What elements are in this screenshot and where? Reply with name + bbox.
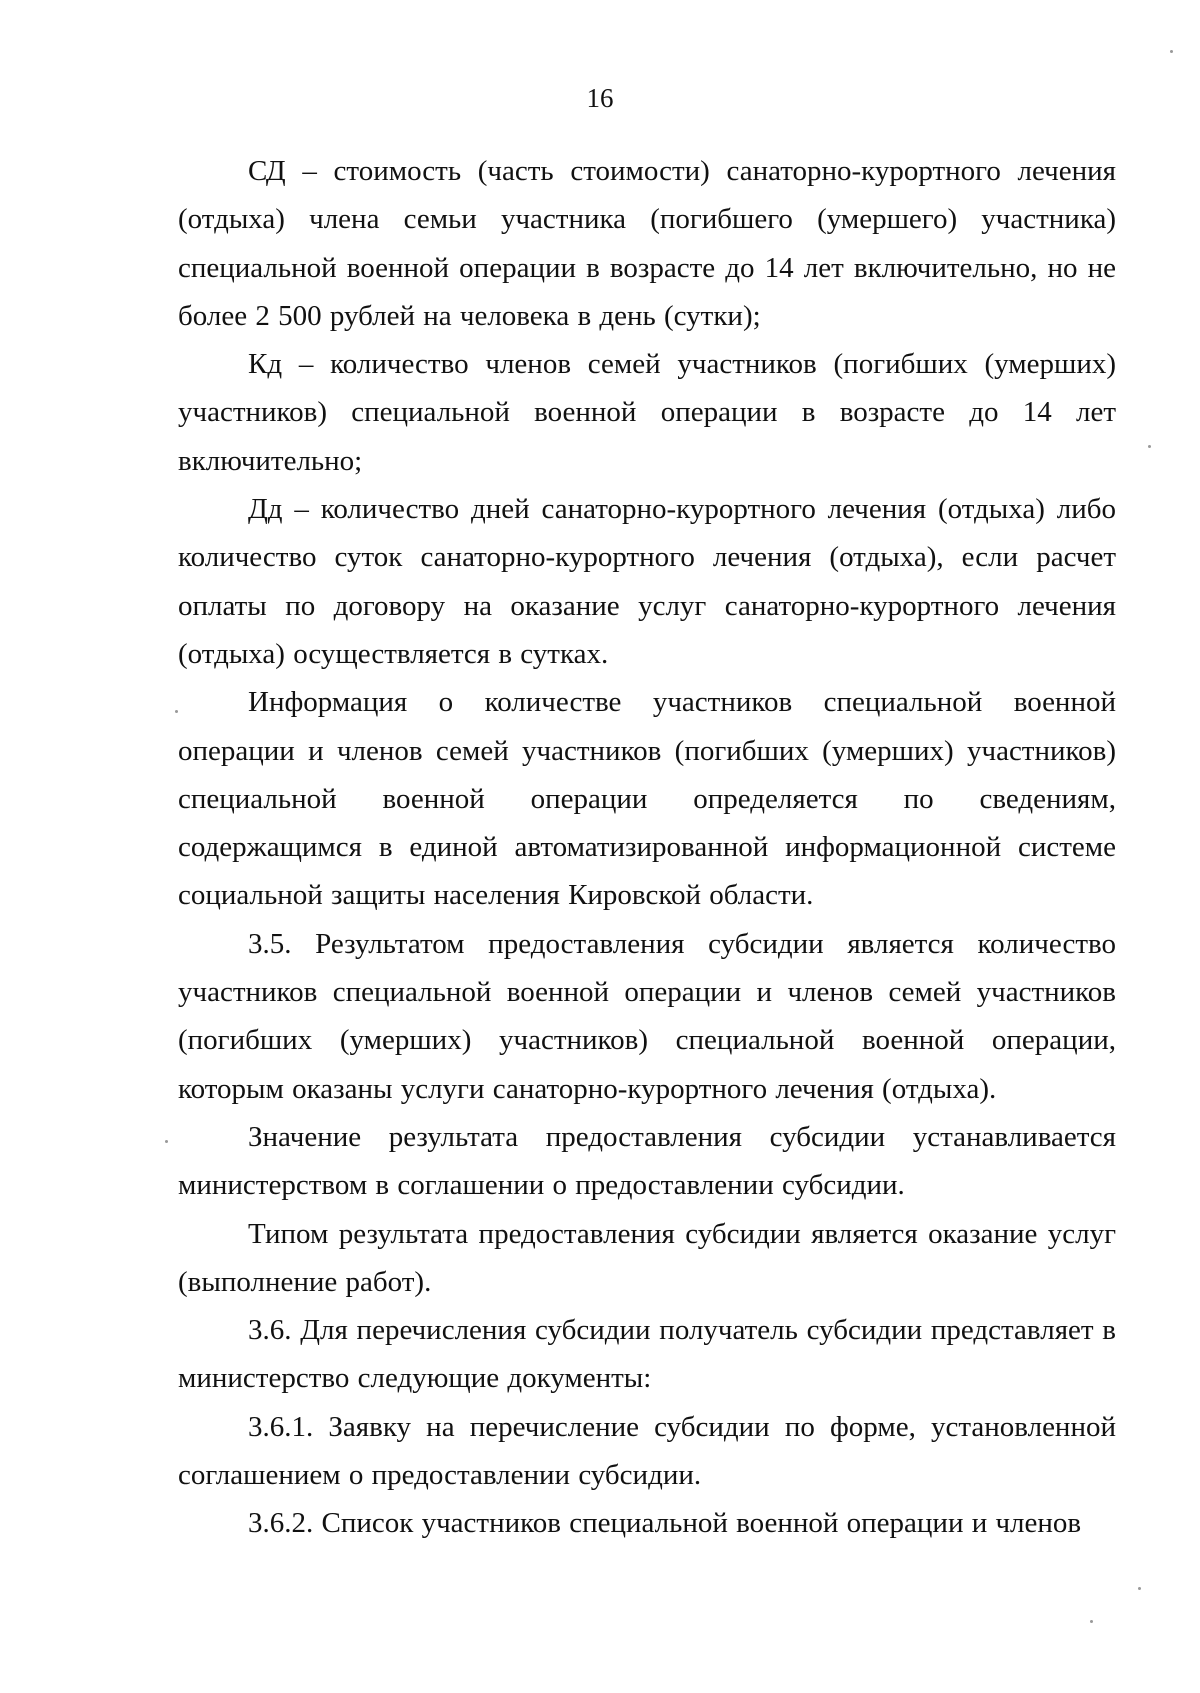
paragraph-3-6: 3.6. Для перечисления субсидии получатель субсидии представляет в министерство следующие документы:: [178, 1314, 1116, 1395]
paragraph-3-6-2: 3.6.2. Список участников специальной военной операции и членов: [248, 1507, 1082, 1540]
paragraph-result-value: Значение результата предоставления субсидии устанавливается министерством в соглашении о предоставлении субсидии.: [178, 1120, 1116, 1202]
scan-speck: [1148, 445, 1151, 448]
scan-speck: [165, 1140, 168, 1143]
page-number: 16: [586, 83, 614, 113]
scan-speck: [175, 710, 178, 713]
paragraph-participants-info: Информация о количестве участников специальной военной операции и членов семей участников (погибших (умерших) участников) специальной военной операции определяется по сведениям, содержащимся в единой автоматизированной информационной системе социальной защиты населения Кировской области.: [178, 686, 1116, 912]
paragraph-result-type: Типом результата предоставления субсидии является оказание услуг (выполнение работ).: [178, 1217, 1116, 1298]
document-body: [178, 147, 1116, 1548]
scan-speck: [1170, 50, 1173, 53]
paragraph-sd-definition: СД – стоимость (часть стоимости) санаторно-курортного лечения (отдыха) члена семьи участника (погибшего (умершего) участника) специальной военной операции в возрасте до 14 лет включительно, но не более 2 500 рублей на человека в день (сутки);: [178, 155, 1116, 332]
paragraph-3-5: 3.5. Результатом предоставления субсидии является количество участников специальной военной операции и членов семей участников (погибших (умерших) участников) специальной военной операции, которым оказаны услуги санаторно-курортного лечения (отдыха).: [178, 927, 1116, 1105]
scan-speck: [1090, 1620, 1093, 1623]
paragraph-kd-definition: Кд – количество членов семей участников (погибших (умерших) участников) специальной военной операции в возрасте до 14 лет включительно;: [178, 348, 1116, 477]
paragraph-3-6-1: 3.6.1. Заявку на перечисление субсидии по форме, установленной соглашением о предоставлении субсидии.: [178, 1410, 1116, 1492]
paragraph-dd-definition: Дд – количество дней санаторно-курортного лечения (отдыха) либо количество суток санаторно-курортного лечения (отдыха), если расчет оплаты по договору на оказание услуг санаторно-курортного лечения (отдыха) осуществляется в сутках.: [178, 493, 1116, 670]
scan-speck: [1138, 1587, 1141, 1590]
